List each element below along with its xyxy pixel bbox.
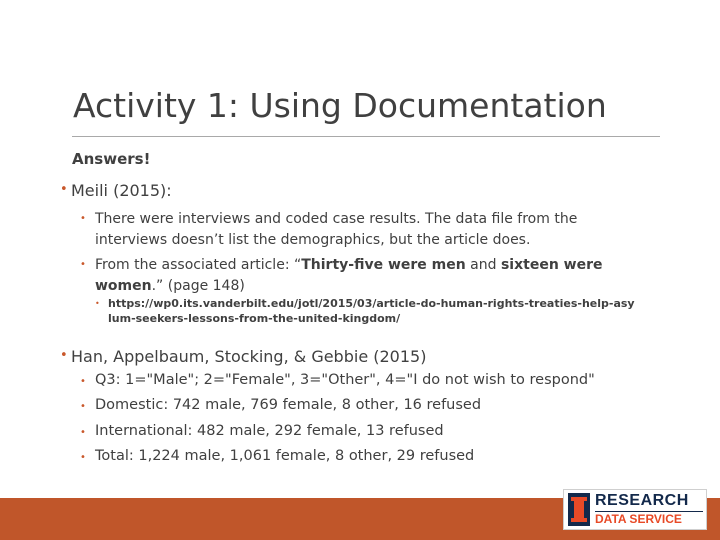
quote-close-text: .” (page 148) <box>151 278 245 294</box>
logo-line-research: RESEARCH <box>595 492 689 509</box>
bullet-marker: • <box>80 259 86 270</box>
bullet-marker: • <box>60 348 68 363</box>
bullet-marker: • <box>80 213 86 224</box>
han-item-international: International: 482 male, 292 female, 13 refused <box>95 423 444 439</box>
han-item-q3: Q3: 1="Male"; 2="Female", 3="Other", 4="I do not wish to respond" <box>95 372 595 388</box>
bullet-marker: • <box>60 182 68 197</box>
bullet-marker: • <box>80 452 86 463</box>
logo-line-data-service: DATA SERVICE <box>595 512 682 526</box>
answers-subheading: Answers! <box>72 150 151 168</box>
section-heading-meili: Meili (2015): <box>71 181 172 200</box>
meili-item-interviews: There were interviews and coded case results. The data file from the interviews doesn’t list the demographics, but the article does. <box>95 211 578 248</box>
emphasis-men: Thirty-five were men <box>301 257 466 273</box>
bullet-marker: • <box>80 401 86 412</box>
meili-item-article <box>95 255 615 297</box>
title-divider <box>72 136 660 137</box>
emphasis-women: sixteen were women <box>95 257 603 294</box>
bullet-marker: • <box>80 427 86 438</box>
illinois-i-icon <box>568 493 590 526</box>
quote-middle-text: and <box>465 257 501 273</box>
bullet-marker: • <box>80 376 86 387</box>
quote-open-text: From the associated article: “ <box>95 257 302 273</box>
research-data-service-logo <box>563 489 707 530</box>
article-url-link[interactable]: https://wp0.its.vanderbilt.edu/jotl/2015/03/article-do-human-rights-treaties-help-asylum-seekers-lessons-from-the-united-kingdom/ <box>108 297 635 325</box>
slide-title: Activity 1: Using Documentation <box>73 86 607 125</box>
han-item-domestic: Domestic: 742 male, 769 female, 8 other, 16 refused <box>95 397 482 413</box>
section-heading-han: Han, Appelbaum, Stocking, & Gebbie (2015) <box>71 347 427 366</box>
han-item-total: Total: 1,224 male, 1,061 female, 8 other, 29 refused <box>95 448 475 464</box>
bullet-marker: • <box>95 299 100 308</box>
